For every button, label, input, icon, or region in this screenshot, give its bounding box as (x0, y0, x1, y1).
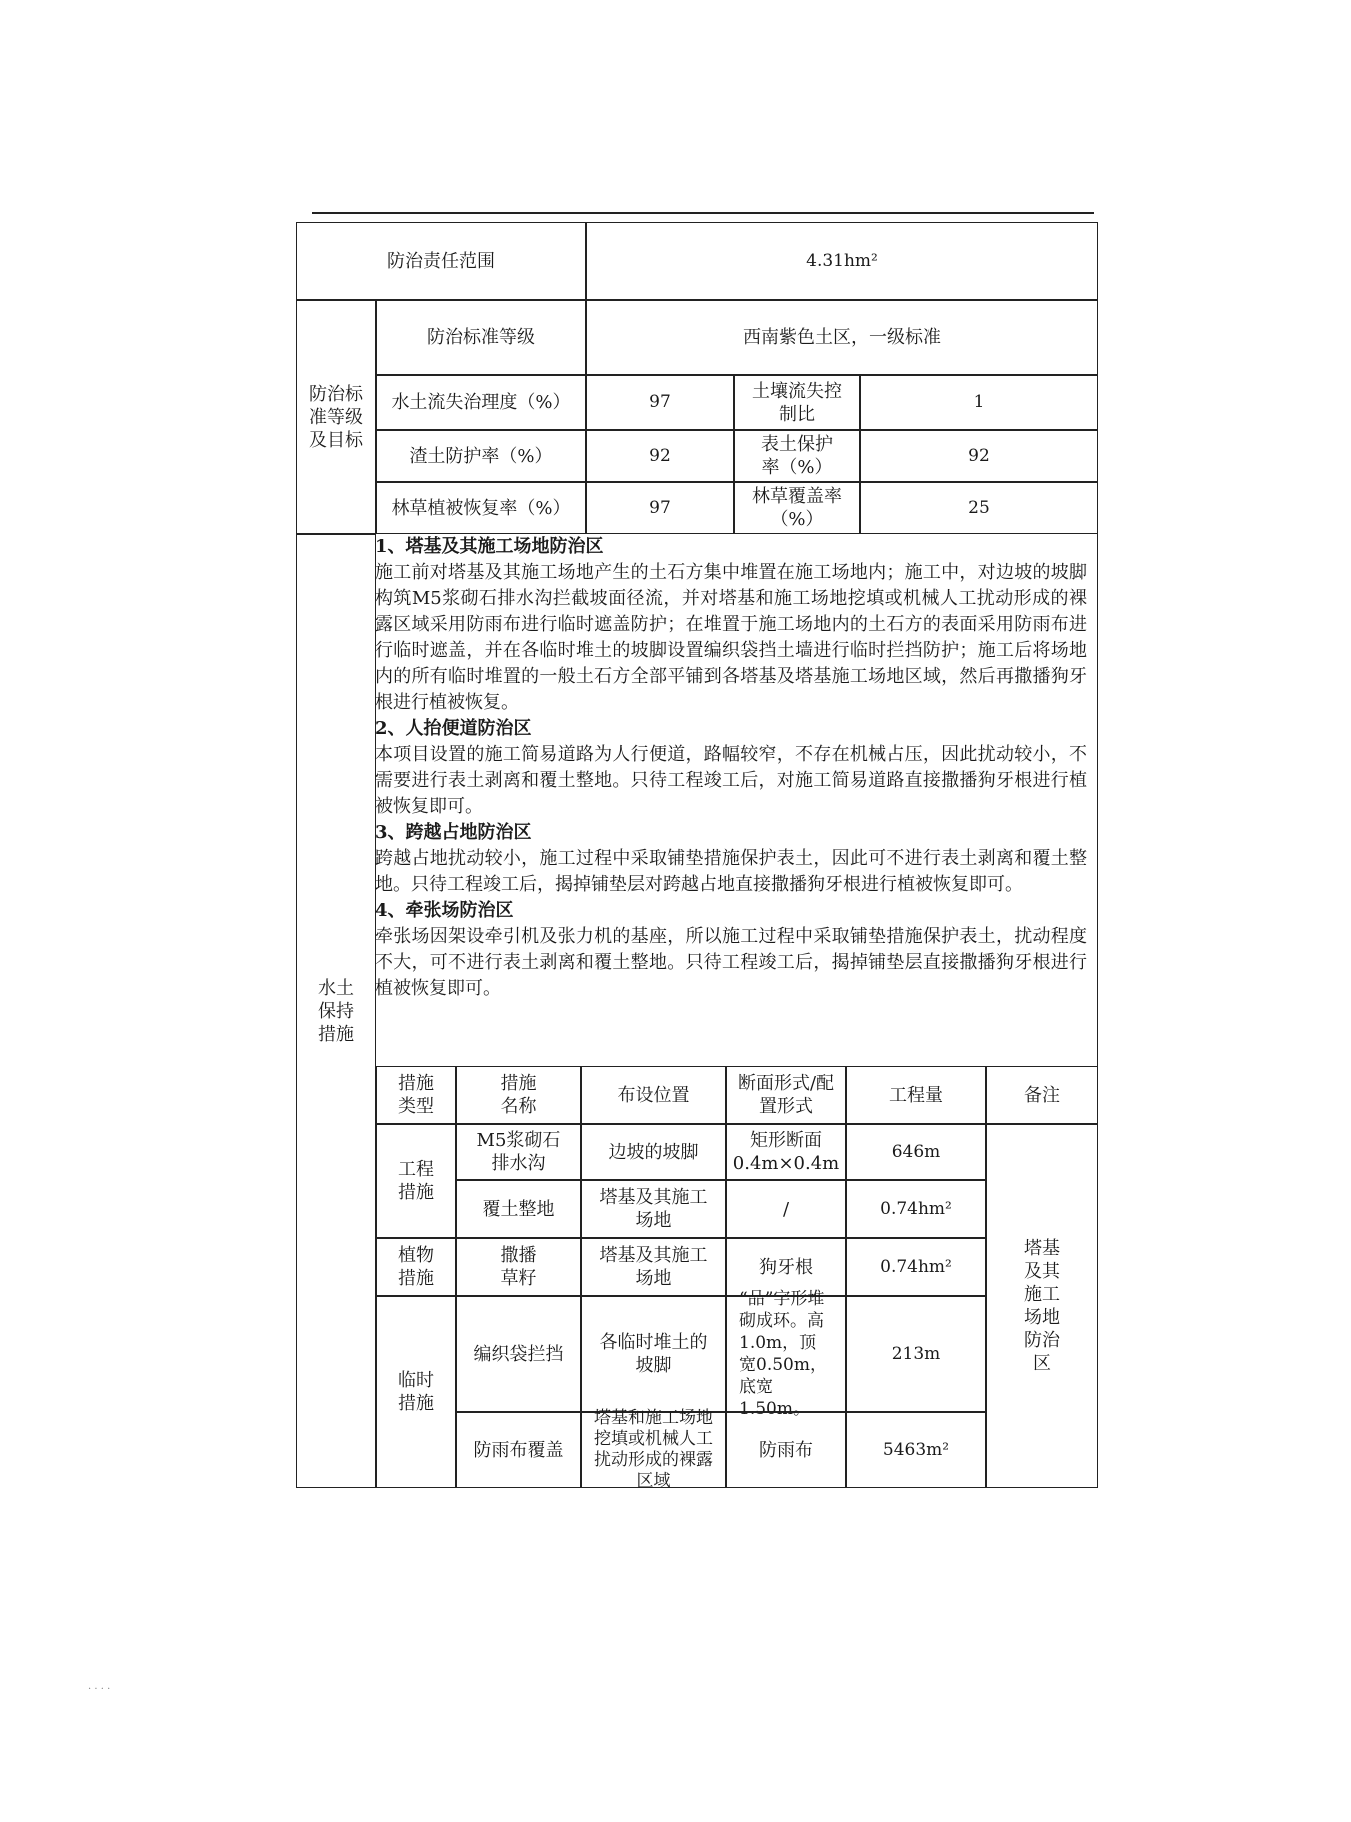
measure-quantity: 0.74hm² (846, 1238, 986, 1296)
standard-block-label: 防治标准等级及目标 (296, 300, 376, 534)
table-header: 工程量 (846, 1066, 986, 1124)
metric-value: 97 (586, 375, 734, 430)
grade-label: 防治标准等级 (376, 300, 586, 375)
metric-value: 92 (860, 430, 1098, 482)
section-body: 跨越占地扰动较小，施工过程中采取铺垫措施保护表土，因此可不进行表土剥离和覆土整地。只待工程竣工后，揭掉铺垫层对跨越占地直接撒播狗牙根进行植被恢复即可。 (375, 848, 1087, 895)
table-header: 备注 (986, 1066, 1098, 1124)
section-heading: 4、牵张场防治区 (375, 900, 514, 921)
metric-value: 1 (860, 375, 1098, 430)
table-header: 措施名称 (456, 1066, 581, 1124)
measures-block-label: 水土保持措施 (296, 534, 376, 1488)
group-label: 植物措施 (376, 1238, 456, 1296)
metric-label: 林草覆盖率（%） (734, 482, 860, 534)
section-heading: 3、跨越占地防治区 (375, 822, 532, 843)
measures-text (375, 534, 1087, 1002)
measure-name: M5浆砌石排水沟 (456, 1124, 581, 1180)
scope-label: 防治责任范围 (296, 222, 586, 300)
measure-location: 塔基及其施工场地 (581, 1238, 726, 1296)
metric-label: 土壤流失控制比 (734, 375, 860, 430)
metric-value: 25 (860, 482, 1098, 534)
measure-form: / (726, 1180, 846, 1238)
measure-name: 防雨布覆盖 (456, 1412, 581, 1488)
grade-value: 西南紫色土区，一级标准 (586, 300, 1098, 375)
measure-name: 撒播草籽 (456, 1238, 581, 1296)
section-heading: 2、人抬便道防治区 (375, 718, 532, 739)
table-header: 断面形式/配置形式 (726, 1066, 846, 1124)
metric-label: 水土流失治理度（%） (376, 375, 586, 430)
measure-quantity: 5463m² (846, 1412, 986, 1488)
table-header: 布设位置 (581, 1066, 726, 1124)
measure-quantity: 0.74hm² (846, 1180, 986, 1238)
section-heading: 1、塔基及其施工场地防治区 (375, 536, 604, 557)
measure-location: 塔基及其施工场地 (581, 1180, 726, 1238)
measure-form: 矩形断面0.4m×0.4m (726, 1124, 846, 1180)
metric-value: 92 (586, 430, 734, 482)
section-body: 牵张场因架设牵引机及张力机的基座，所以施工过程中采取铺垫措施保护表土，扰动程度不大，可不进行表土剥离和覆土整地。只待工程竣工后，揭掉铺垫层直接撒播狗牙根进行植被恢复即可。 (375, 926, 1087, 999)
table-note: 塔基及其施工场地防治区 (986, 1124, 1098, 1488)
group-label: 临时措施 (376, 1296, 456, 1488)
metric-label: 表土保护率（%） (734, 430, 860, 482)
section-body: 本项目设置的施工简易道路为人行便道，路幅较窄，不存在机械占压，因此扰动较小，不需要进行表土剥离和覆土整地。只待工程竣工后，对施工简易道路直接撒播狗牙根进行植被恢复即可。 (375, 744, 1087, 817)
scope-value: 4.31hm² (586, 222, 1098, 300)
measure-form: 狗牙根 (726, 1238, 846, 1296)
measure-form: “品”字形堆砌成环。高1.0m，顶宽0.50m，底宽1.50m。 (726, 1296, 846, 1412)
measure-quantity: 213m (846, 1296, 986, 1412)
measure-name: 覆土整地 (456, 1180, 581, 1238)
header-rule (312, 212, 1094, 214)
section-body: 施工前对塔基及其施工场地产生的土石方集中堆置在施工场地内；施工中，对边坡的坡脚构筑M5浆砌石排水沟拦截坡面径流，并对塔基和施工场地挖填或机械人工扰动形成的裸露区域采用防雨布进行临时遮盖防护；在堆置于施工场地内的土石方的表面采用防雨布进行临时遮盖，并在各临时堆土的坡脚设置编织袋挡土墙进行临时拦挡防护；施工后将场地内的所有临时堆置的一般土石方全部平铺到各塔基及塔基施工场地区域，然后再撒播狗牙根进行植被恢复。 (375, 562, 1087, 713)
measure-quantity: 646m (846, 1124, 986, 1180)
table-header: 措施类型 (376, 1066, 456, 1124)
measure-location: 边坡的坡脚 (581, 1124, 726, 1180)
measure-location: 塔基和施工场地挖填或机械人工扰动形成的裸露区域 (581, 1412, 726, 1488)
corner-mark: · · · · (88, 1684, 111, 1695)
measure-form: 防雨布 (726, 1412, 846, 1488)
group-label: 工程措施 (376, 1124, 456, 1238)
measure-name: 编织袋拦挡 (456, 1296, 581, 1412)
metric-label: 渣土防护率（%） (376, 430, 586, 482)
metric-label: 林草植被恢复率（%） (376, 482, 586, 534)
metric-value: 97 (586, 482, 734, 534)
measure-location: 各临时堆土的坡脚 (581, 1296, 726, 1412)
